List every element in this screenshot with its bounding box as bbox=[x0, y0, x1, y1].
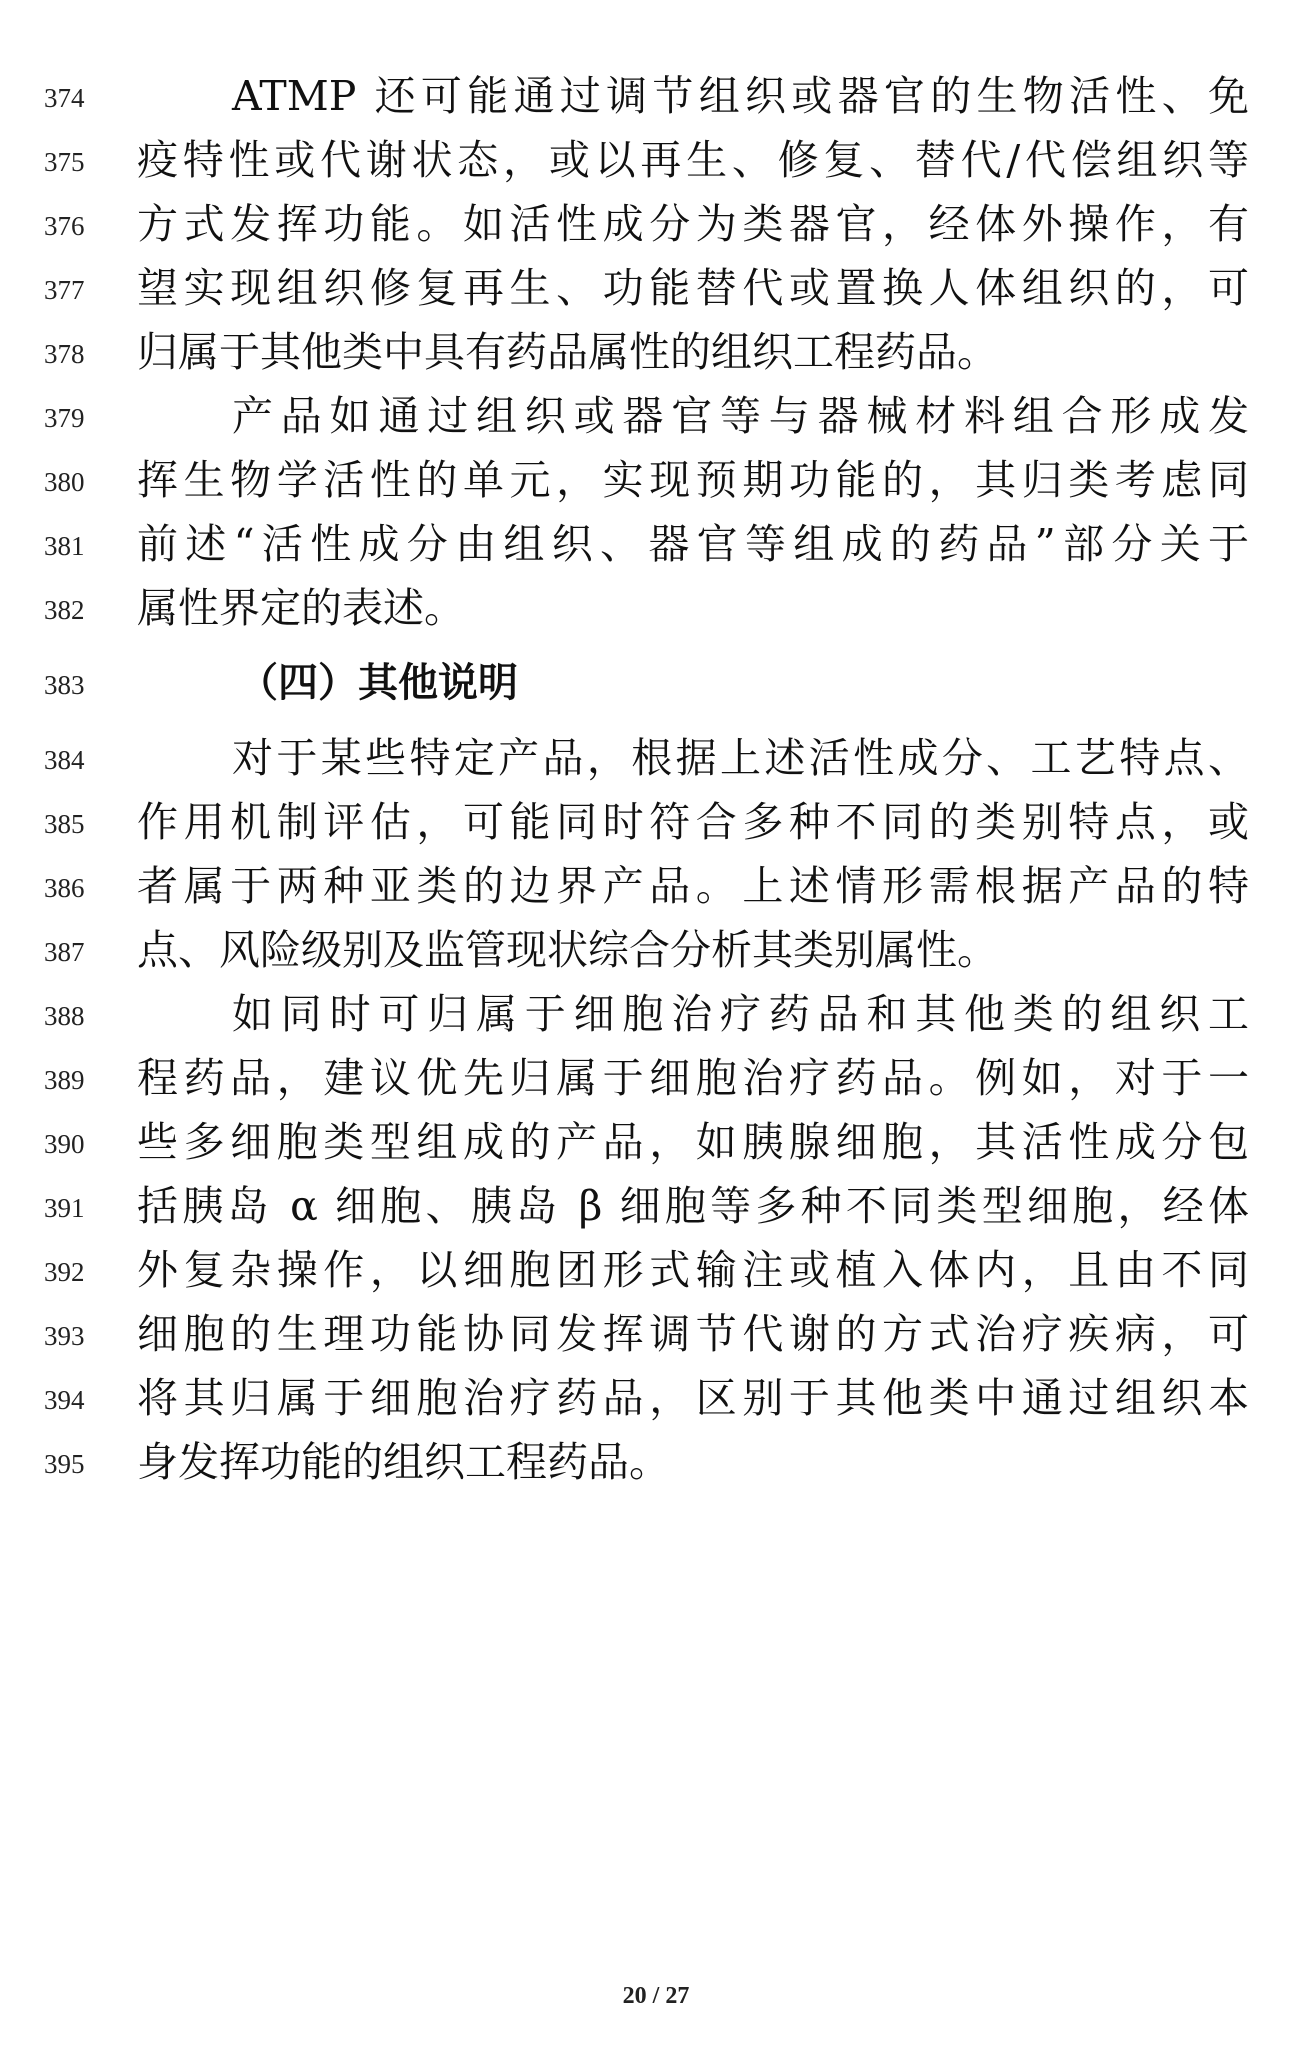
line-text: 程药品，建议优先归属于细胞治疗药品。例如，对于一 bbox=[137, 1054, 1249, 1102]
line-text: 产品如通过组织或器官等与器械材料组合形成发 bbox=[232, 392, 1249, 440]
line-number: 375 bbox=[44, 147, 85, 177]
line-text: 外复杂操作，以细胞团形式输注或植入体内，且由不同 bbox=[137, 1246, 1249, 1294]
line-text: 望实现组织修复再生、功能替代或置换人体组织的，可 bbox=[137, 264, 1249, 312]
line-number: 377 bbox=[44, 275, 85, 305]
line-number: 380 bbox=[44, 467, 85, 497]
line-text: 将其归属于细胞治疗药品，区别于其他类中通过组织本 bbox=[137, 1374, 1249, 1422]
line-number: 374 bbox=[44, 83, 85, 113]
page-indicator: 20 / 27 bbox=[622, 1983, 690, 2009]
line-number: 385 bbox=[44, 809, 85, 839]
line-number: 378 bbox=[44, 339, 85, 369]
line-number: 394 bbox=[44, 1385, 85, 1415]
line-text: 些多细胞类型组成的产品，如胰腺细胞，其活性成分包 bbox=[137, 1118, 1249, 1166]
line-text: 作用机制评估，可能同时符合多种不同的类别特点，或 bbox=[137, 798, 1249, 846]
text-line bbox=[0, 568, 1312, 652]
line-number: 384 bbox=[44, 745, 85, 775]
section-heading-line bbox=[0, 643, 1312, 727]
line-text: 对于某些特定产品，根据上述活性成分、工艺特点、 bbox=[232, 734, 1249, 782]
section-heading: （四）其他说明 bbox=[238, 660, 518, 706]
line-number: 391 bbox=[44, 1193, 85, 1223]
text-line bbox=[0, 1422, 1312, 1506]
line-number: 382 bbox=[44, 595, 85, 625]
line-number: 389 bbox=[44, 1065, 85, 1095]
line-text: 归属于其他类中具有药品属性的组织工程药品。 bbox=[137, 328, 998, 376]
line-number: 376 bbox=[44, 211, 85, 241]
line-number: 387 bbox=[44, 937, 85, 967]
line-number: 381 bbox=[44, 531, 85, 561]
line-number: 393 bbox=[44, 1321, 85, 1351]
line-text: 挥生物学活性的单元，实现预期功能的，其归类考虑同 bbox=[137, 456, 1249, 504]
line-text: 身发挥功能的组织工程药品。 bbox=[137, 1438, 670, 1486]
line-number: 383 bbox=[44, 670, 85, 700]
line-text: 点、风险级别及监管现状综合分析其类别属性。 bbox=[137, 926, 998, 974]
line-text: 前述“活性成分由组织、器官等组成的药品”部分关于 bbox=[137, 520, 1249, 568]
line-number: 379 bbox=[44, 403, 85, 433]
line-number: 388 bbox=[44, 1001, 85, 1031]
line-text: 括胰岛 α 细胞、胰岛 β 细胞等多种不同类型细胞，经体 bbox=[137, 1182, 1249, 1230]
line-text: 细胞的生理功能协同发挥调节代谢的方式治疗疾病，可 bbox=[137, 1310, 1249, 1358]
line-text: 方式发挥功能。如活性成分为类器官，经体外操作，有 bbox=[137, 200, 1249, 248]
line-number: 386 bbox=[44, 873, 85, 903]
line-text: 疫特性或代谢状态，或以再生、修复、替代/代偿组织等 bbox=[137, 136, 1249, 184]
line-text: 属性界定的表述。 bbox=[137, 584, 465, 632]
line-text: 者属于两种亚类的边界产品。上述情形需根据产品的特 bbox=[137, 862, 1249, 910]
line-text: ATMP 还可能通过调节组织或器官的生物活性、免 bbox=[232, 72, 1249, 120]
line-text: 如同时可归属于细胞治疗药品和其他类的组织工 bbox=[232, 990, 1249, 1038]
line-number: 390 bbox=[44, 1129, 85, 1159]
line-number: 392 bbox=[44, 1257, 85, 1287]
line-number: 395 bbox=[44, 1449, 85, 1479]
